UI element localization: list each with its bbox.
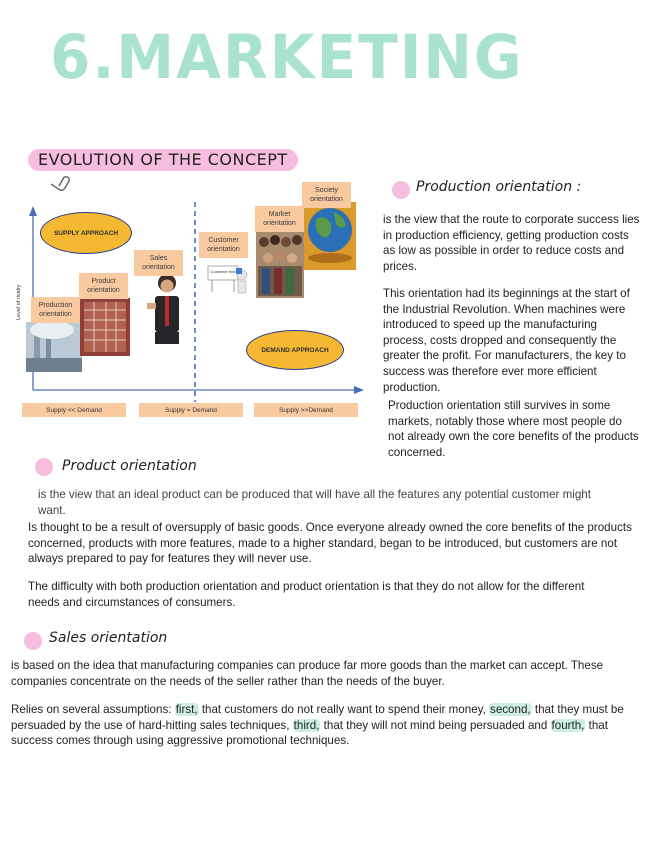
- sales-paragraph-2: [11, 702, 626, 749]
- box-market-orientation: Market orientation: [255, 206, 304, 232]
- customer-first-label: Customer first: [210, 269, 236, 274]
- sales-p2-text-c: that they must be persuaded by the use of hard-hitting sales techniques,: [11, 703, 624, 732]
- production-paragraph-1: is the view that the route to corporate success lies in production efficiency, getting production costs as low as possible in order to reduce costs and prices.: [383, 213, 640, 273]
- sales-heading: Sales orientation: [49, 630, 168, 646]
- highlight-third: third,: [293, 718, 320, 732]
- product-heading: Product orientation: [62, 458, 197, 474]
- sales-p2-text-d: that they will not mind being persuaded and: [320, 718, 551, 732]
- production-paragraph-3: Production orientation still survives in some markets, notably those where most people do not already own the core benefits of the products concerned.: [388, 399, 639, 459]
- box-society-orientation: Society orientation: [302, 182, 351, 208]
- bar-supply-greater-demand: Supply >>Demand: [254, 403, 358, 417]
- box-production-orientation: Production orientation: [31, 297, 80, 323]
- sales-p2-text-a: Relies on several assumptions:: [11, 703, 175, 716]
- product-paragraph-1: is the view that an ideal product can be produced that will have all the features any potential customer might want.: [38, 488, 591, 517]
- sales-p2-text-e: that success comes through using aggressive promotional techniques.: [11, 718, 608, 748]
- sales-p2-text-b: that customers do not really want to spend their money,: [198, 703, 490, 716]
- salesman-image: [147, 274, 179, 344]
- box-customer-orientation: Customer orientation: [199, 232, 248, 258]
- box-product-orientation: Product orientation: [79, 273, 128, 299]
- highlight-fourth: fourth,: [551, 718, 585, 732]
- production-bullet: [392, 181, 410, 199]
- crowd-image: [256, 232, 304, 298]
- x-axis-arrow: [354, 386, 364, 394]
- globe-image: [304, 202, 356, 270]
- sales-bullet: [24, 632, 42, 650]
- box-sales-orientation: Sales orientation: [134, 250, 183, 276]
- y-axis-label: Level of rivalry: [16, 284, 22, 320]
- highlight-second: second,: [490, 703, 531, 716]
- bar-supply-less-demand: Supply << Demand: [22, 403, 126, 417]
- bar-supply-equals-demand: Supply = Demand: [139, 403, 243, 417]
- product-paragraph-2: Is thought to be a result of oversupply of basic goods. Once everyone already owned the core benefits of the products concerned, products with more features, made to a higher standard, began to be introduced, but customers are not always prepared to pay for features they will never use.: [28, 521, 632, 566]
- evolution-diagram: [12, 180, 370, 423]
- page-title: 6.MARKETING: [50, 21, 524, 93]
- production-paragraph-2: This orientation had its beginnings at the start of the Industrial Revolution. When machines were introduced to speed up the manufacturing process, costs dropped and consequently the greater the profit. For manufacturers, the key to success was therefore ever more efficient production.: [383, 287, 630, 394]
- product-bullet: [35, 458, 53, 476]
- supply-approach-oval: SUPPLY APPROACH: [40, 212, 132, 254]
- factory-image: [26, 321, 82, 372]
- demand-approach-oval: DEMAND APPROACH: [246, 330, 344, 370]
- products-image: [80, 298, 130, 356]
- production-heading: Production orientation :: [416, 179, 582, 195]
- highlight-first: first,: [175, 703, 198, 716]
- evolution-heading: EVOLUTION OF THE CONCEPT: [28, 149, 298, 171]
- sales-paragraph-1: is based on the idea that manufacturing companies can produce far more goods than the market can accept. These companies concentrate on the needs of the seller rather than the needs of the buyer.: [11, 659, 604, 688]
- paperclip-icon: [48, 176, 74, 192]
- product-paragraph-3: The difficulty with both production orientation and product orientation is that they do not allow for the different needs and circumstances of consumers.: [28, 580, 585, 609]
- y-axis-arrow: [29, 206, 37, 216]
